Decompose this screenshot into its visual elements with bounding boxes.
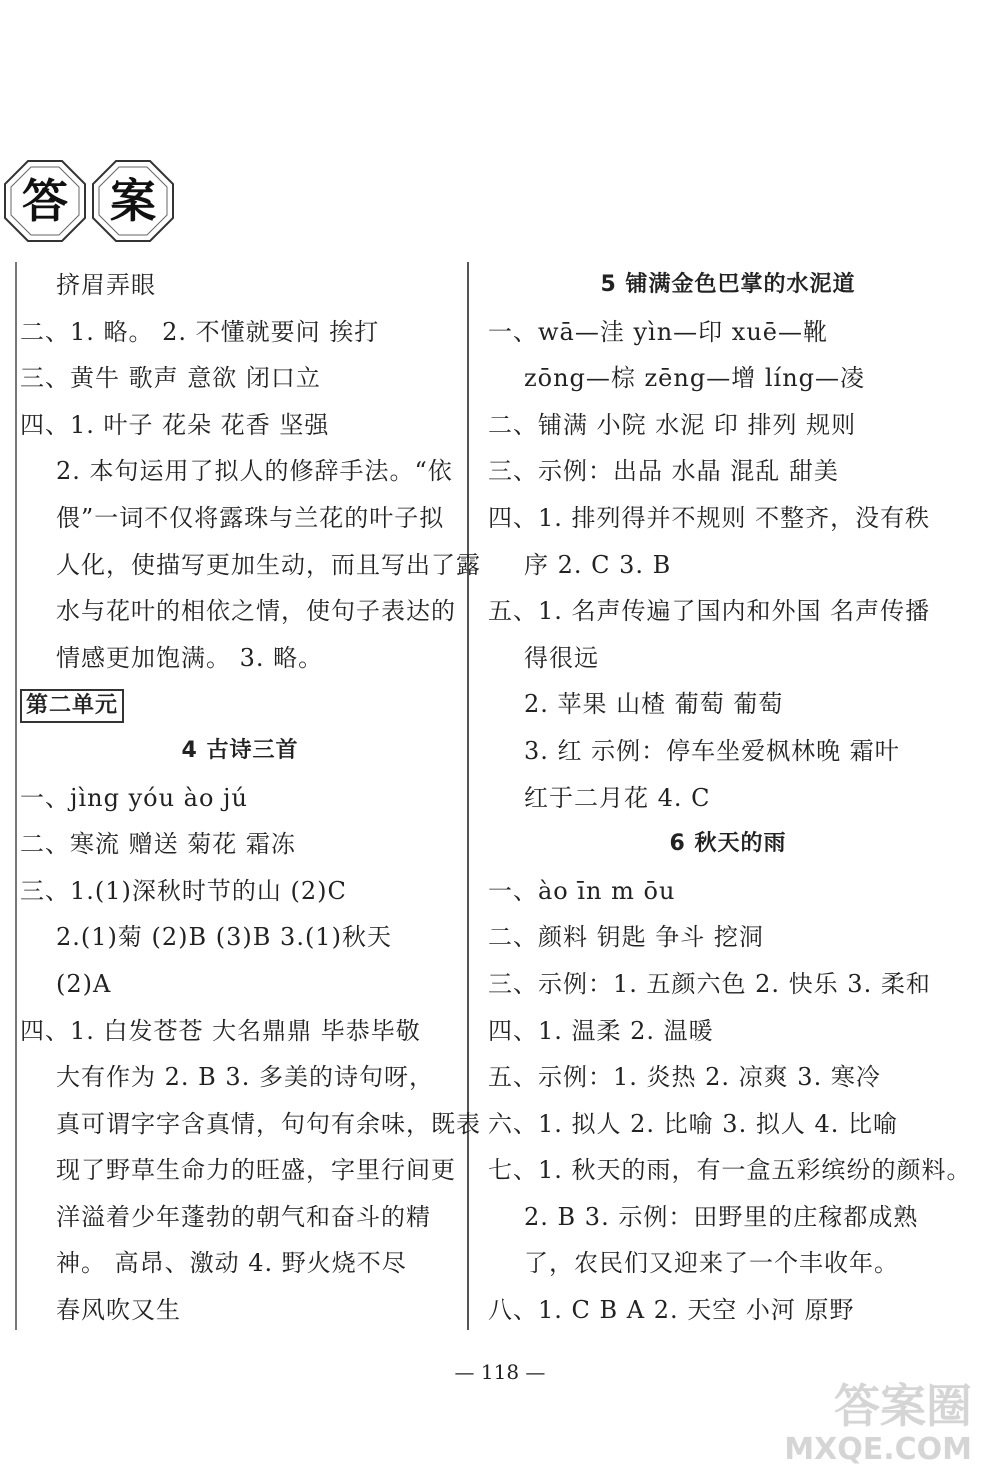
- answer-line: 神。 高昂、激动 4. 野火烧不尽: [56, 1249, 407, 1278]
- answer-line: 一、wā—洼 yìn—印 xuē—靴: [488, 317, 828, 346]
- answer-line: 2.(1)菊 (2)B (3)B 3.(1)秋天: [56, 923, 392, 952]
- answer-line: 四、1. 叶子 花朵 花香 坚强: [20, 410, 330, 439]
- unit-label: 第二单元: [20, 689, 124, 723]
- lesson-title: 5 铺满金色巴掌的水泥道: [600, 272, 856, 297]
- unit-heading: [20, 681, 460, 728]
- left-margin-rule: [15, 262, 17, 1330]
- answer-line: zōng—棕 zēng—增 líng—凌: [524, 364, 866, 393]
- answer-line: 一、ào īn m ōu: [488, 876, 676, 905]
- page-number: — 118 —: [454, 1360, 546, 1384]
- answer-line: 二、铺满 小院 水泥 印 排列 规则: [488, 410, 857, 439]
- answer-line: 大有作为 2. B 3. 多美的诗句呀，: [56, 1063, 434, 1092]
- answer-line: 得很远: [524, 643, 599, 672]
- right-column: [488, 262, 972, 1334]
- answer-line: 三、1.(1)深秋时节的山 (2)C: [20, 876, 347, 905]
- watermark-url: MXQE.COM: [784, 1432, 972, 1467]
- answer-line: 2. 苹果 山楂 葡萄 葡萄: [524, 690, 784, 719]
- answer-line: 现了野草生命力的旺盛，字里行间更: [56, 1156, 456, 1185]
- answer-line: 四、1. 排列得并不规则 不整齐，没有秩: [488, 503, 931, 532]
- answer-line: 了，农民们又迎来了一个丰收年。: [524, 1249, 899, 1278]
- answer-line: 一、jìng yóu ào jú: [20, 783, 248, 812]
- watermark: [782, 1370, 982, 1470]
- answer-line: 2. 本句运用了拟人的修辞手法。“依: [56, 457, 453, 486]
- watermark-logo-text: 答案圈: [834, 1379, 972, 1433]
- answer-line: 挤眉弄眼: [56, 271, 156, 299]
- answer-line: 六、1. 拟人 2. 比喻 3. 拟人 4. 比喻: [488, 1109, 898, 1138]
- answer-line: 偎”一词不仅将露珠与兰花的叶子拟: [56, 503, 445, 532]
- answer-line: 真可谓字字含真情，句句有余味，既表: [56, 1109, 481, 1138]
- column-divider: [467, 262, 469, 1330]
- answer-line: 序 2. C 3. B: [524, 550, 672, 579]
- lesson-title: 6 秋天的雨: [669, 831, 787, 857]
- answer-header: [0, 150, 220, 260]
- answer-line: 四、1. 白发苍苍 大名鼎鼎 毕恭毕敬: [20, 1016, 421, 1045]
- answer-line: (2)A: [56, 969, 112, 998]
- answer-line: 五、示例：1. 炎热 2. 凉爽 3. 寒冷: [488, 1063, 881, 1092]
- answer-line: 2. B 3. 示例：田野里的庄稼都成熟: [524, 1202, 919, 1231]
- answer-line: 人化，使描写更加生动，而且写出了露: [56, 550, 481, 579]
- answer-line: 七、1. 秋天的雨，有一盒五彩缤纷的颜料。: [488, 1156, 972, 1185]
- left-column: [20, 262, 481, 1334]
- answer-badge-2: 案: [90, 158, 176, 244]
- answer-line: 情感更加饱满。 3. 略。: [56, 643, 324, 672]
- answer-line: 八、1. C B A 2. 天空 小河 原野: [488, 1296, 855, 1325]
- answer-line: 三、示例：出品 水晶 混乱 甜美: [488, 457, 839, 486]
- answer-line: 二、1. 略。 2. 不懂就要问 挨打: [20, 317, 380, 346]
- answer-line: 三、示例：1. 五颜六色 2. 快乐 3. 柔和: [488, 969, 931, 998]
- answer-line: 春风吹又生: [56, 1296, 181, 1325]
- lesson-title: 4 古诗三首: [181, 737, 299, 763]
- answer-line: 二、颜料 钥匙 争斗 挖洞: [488, 923, 764, 952]
- answer-line: 四、1. 温柔 2. 温暖: [488, 1016, 714, 1045]
- answer-line: 三、黄牛 歌声 意欲 闭口立: [20, 364, 321, 393]
- answer-line: 洋溢着少年蓬勃的朝气和奋斗的精: [56, 1202, 431, 1231]
- answer-line: 五、1. 名声传遍了国内和外国 名声传播: [488, 597, 931, 626]
- answer-badge-1: 答: [2, 158, 88, 244]
- answer-line: 红于二月花 4. C: [524, 783, 711, 812]
- answer-line: 3. 红 示例：停车坐爱枫林晚 霜叶: [524, 736, 900, 765]
- answer-line: 水与花叶的相依之情，使句子表达的: [56, 597, 456, 626]
- answer-line: 二、寒流 赠送 菊花 霜冻: [20, 830, 296, 859]
